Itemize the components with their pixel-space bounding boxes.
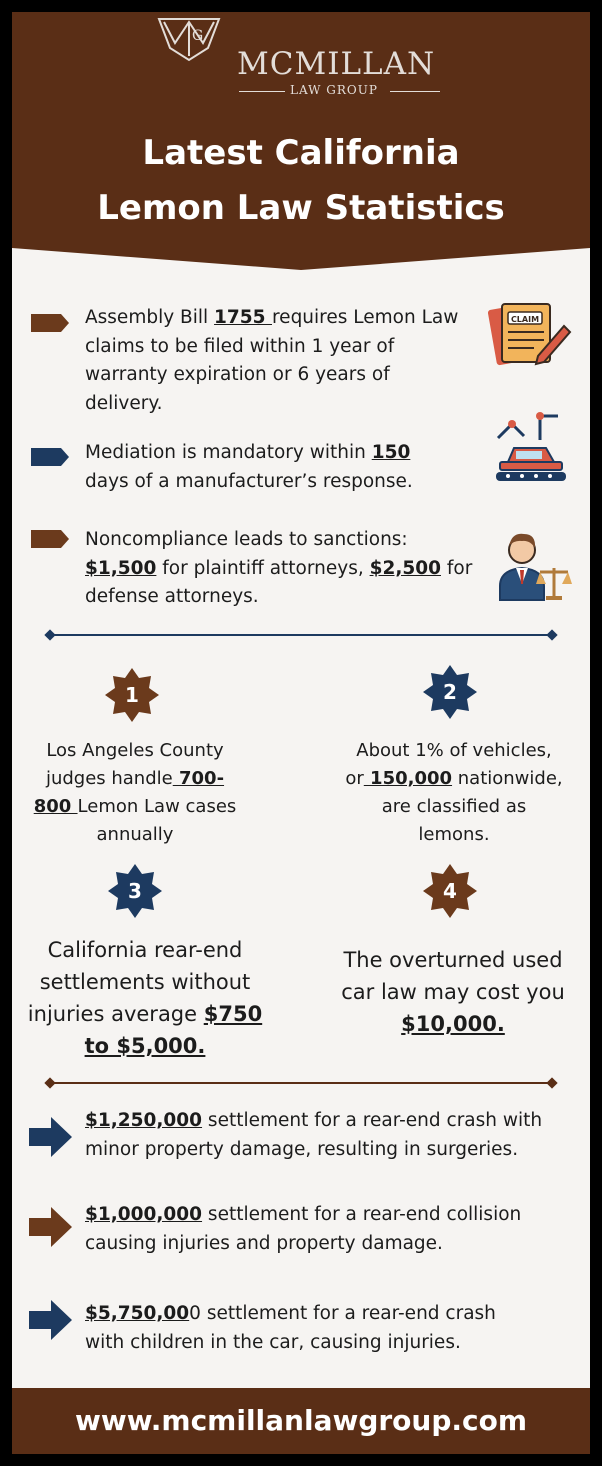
svg-text:CLAIM: CLAIM <box>510 315 540 324</box>
brown-arrow-icon <box>29 1207 73 1247</box>
navy-arrow-icon <box>29 1117 73 1157</box>
navy-arrow-tag-icon <box>31 448 71 466</box>
fact-item: Mediation is mandatory within 150 days of a manufacturer’s response. <box>85 442 413 492</box>
stat-number: 3 <box>128 879 142 903</box>
header-banner <box>12 12 590 284</box>
stat-text: California rear-end settlements without injuries average $750 to $5,000. <box>27 938 263 1058</box>
fact-item: Assembly Bill 1755 requires Lemon Law claims to be filed within 1 year of warranty expiration or 6 years of delivery. <box>85 307 459 414</box>
stat-number: 4 <box>443 879 457 903</box>
divider <box>390 91 440 92</box>
case-item: $1,000,000 settlement for a rear-end collision causing injuries and property damage. <box>85 1204 522 1254</box>
brown-arrow-tag-icon <box>31 530 71 548</box>
infographic <box>12 12 590 1454</box>
robot-assembly-car-icon <box>494 410 570 484</box>
divider-rule <box>49 1082 553 1084</box>
svg-text:G: G <box>192 28 204 44</box>
website-link[interactable]: www.mcmillanlawgroup.com <box>74 1404 528 1437</box>
stat-number: 2 <box>443 680 457 704</box>
stat-text: Los Angeles County judges handle 700- 800 Lemon Law cases annually <box>33 740 237 845</box>
title-line: Latest California <box>142 133 460 173</box>
brand-name: MCMILLAN <box>237 46 436 82</box>
brown-arrow-tag-icon <box>31 314 71 332</box>
claim-document-icon <box>488 296 572 368</box>
lawyer-scales-icon <box>496 526 574 602</box>
case-item: $1,250,000 settlement for a rear-end crash with minor property damage, resulting in surgeries. <box>85 1110 543 1160</box>
case-item: $5,750,000 settlement for a rear-end crash with children in the car, causing injuries. <box>85 1303 496 1353</box>
navy-arrow-icon <box>29 1300 73 1340</box>
page-title <box>12 126 590 236</box>
footer-bar <box>12 1388 590 1454</box>
title-line: Lemon Law Statistics <box>97 188 505 228</box>
stat-number: 1 <box>125 683 139 707</box>
stat-text: About 1% of vehicles, or 150,000 nationwide, are classified as lemons. <box>345 740 563 845</box>
brand-subtitle: LAW GROUP <box>290 83 378 97</box>
stat-text: The overturned used car law may cost you $10,000. <box>341 948 565 1036</box>
divider-rule <box>49 634 553 636</box>
fact-item: Noncompliance leads to sanctions: $1,500 for plaintiff attorneys, $2,500 for defense attorneys. <box>85 529 473 607</box>
divider <box>239 91 285 92</box>
